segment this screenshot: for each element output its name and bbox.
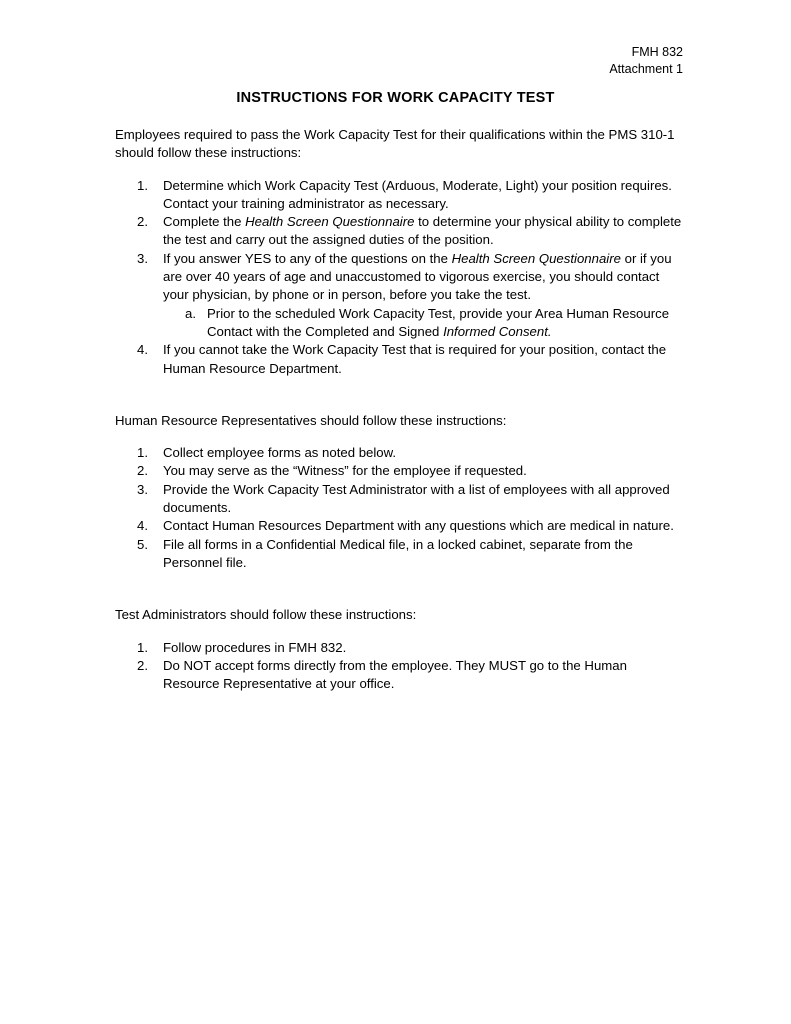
instructions-sublist xyxy=(163,305,685,342)
document-header xyxy=(609,44,683,78)
section-intro-employees: Employees required to pass the Work Capacity Test for their qualifications within the PMS 310-1 should follow these instructions: xyxy=(115,127,675,161)
list-marker: 1. xyxy=(137,177,148,193)
list-item-text: If you answer YES to any of the questions on the xyxy=(163,250,452,266)
list-item-text: File all forms in a Confidential Medical file, in a locked cabinet, separate from the Personnel file. xyxy=(163,536,633,570)
document-body xyxy=(115,126,685,693)
list-item-text: If you cannot take the Work Capacity Test that is required for your position, contact the Human Resource Department. xyxy=(163,342,667,376)
instructions-list-hr xyxy=(115,444,685,572)
header-form-number: FMH 832 xyxy=(631,45,683,59)
list-marker: 3. xyxy=(137,481,148,497)
list-marker: 1. xyxy=(137,639,148,655)
list-item xyxy=(115,536,685,573)
spacer xyxy=(115,163,685,177)
list-item-text: Follow procedures in FMH 832. xyxy=(163,639,347,655)
list-item-text: You may serve as the “Witness” for the employee if requested. xyxy=(163,463,527,479)
spacer xyxy=(115,378,685,412)
list-item-text-cont: to determine your physical ability to complete the test and carry out the assigned duties of the position. xyxy=(163,214,682,248)
section-intro-test-administrators: Test Administrators should follow these instructions: xyxy=(115,607,417,623)
list-marker: 1. xyxy=(137,445,148,461)
list-item xyxy=(115,341,685,378)
list-marker: 2. xyxy=(137,463,148,479)
header-attachment-number: Attachment 1 xyxy=(609,62,683,76)
list-marker: 4. xyxy=(137,342,148,358)
list-item xyxy=(115,177,685,214)
spacer xyxy=(115,625,685,639)
instructions-list-administrators xyxy=(115,639,685,694)
list-item xyxy=(115,213,685,250)
list-marker: 4. xyxy=(137,518,148,534)
list-item-text: Collect employee forms as noted below. xyxy=(163,445,397,461)
sublist-item-emphasis: Informed Consent. xyxy=(443,323,552,339)
list-item-emphasis: Health Screen Questionnaire xyxy=(451,250,621,266)
list-item xyxy=(115,462,685,480)
list-marker: 5. xyxy=(137,536,148,552)
list-marker: 2. xyxy=(137,657,148,673)
list-item xyxy=(115,250,685,341)
list-item-text: Complete the xyxy=(163,214,246,230)
sublist-item-text: Prior to the scheduled Work Capacity Test, provide your Area Human Resource Contact with the Completed and Signed xyxy=(207,305,670,339)
sublist-marker: a. xyxy=(185,305,196,321)
list-item-emphasis: Health Screen Questionnaire xyxy=(245,214,415,230)
list-item-text-cont: or if you are over 40 years of age and unaccustomed to vigorous exercise, you should contact your physician, by phone or in person, before you take the test. xyxy=(163,250,672,303)
list-item-text: Do NOT accept forms directly from the employee. They MUST go to the Human Resource Representative at your office. xyxy=(163,657,627,692)
list-item xyxy=(115,657,685,694)
list-item xyxy=(115,481,685,518)
section-intro-hr-representatives: Human Resource Representatives should follow these instructions: xyxy=(115,412,507,428)
list-item-text: Provide the Work Capacity Test Administrator with a list of employees with all approved documents. xyxy=(163,481,670,516)
sublist-item xyxy=(163,305,685,342)
spacer xyxy=(115,572,685,606)
list-item xyxy=(115,444,685,462)
list-item-text: Determine which Work Capacity Test (Arduous, Moderate, Light) your position requires. Contact your training administrator as necessary. xyxy=(163,177,672,211)
list-marker: 2. xyxy=(137,214,148,230)
list-item xyxy=(115,517,685,535)
spacer xyxy=(115,430,685,444)
page-title: INSTRUCTIONS FOR WORK CAPACITY TEST xyxy=(236,90,555,106)
list-marker: 3. xyxy=(137,250,148,266)
list-item xyxy=(115,639,685,657)
instructions-list-employees xyxy=(115,177,685,378)
list-item-text: Contact Human Resources Department with any questions which are medical in nature. xyxy=(163,518,674,534)
